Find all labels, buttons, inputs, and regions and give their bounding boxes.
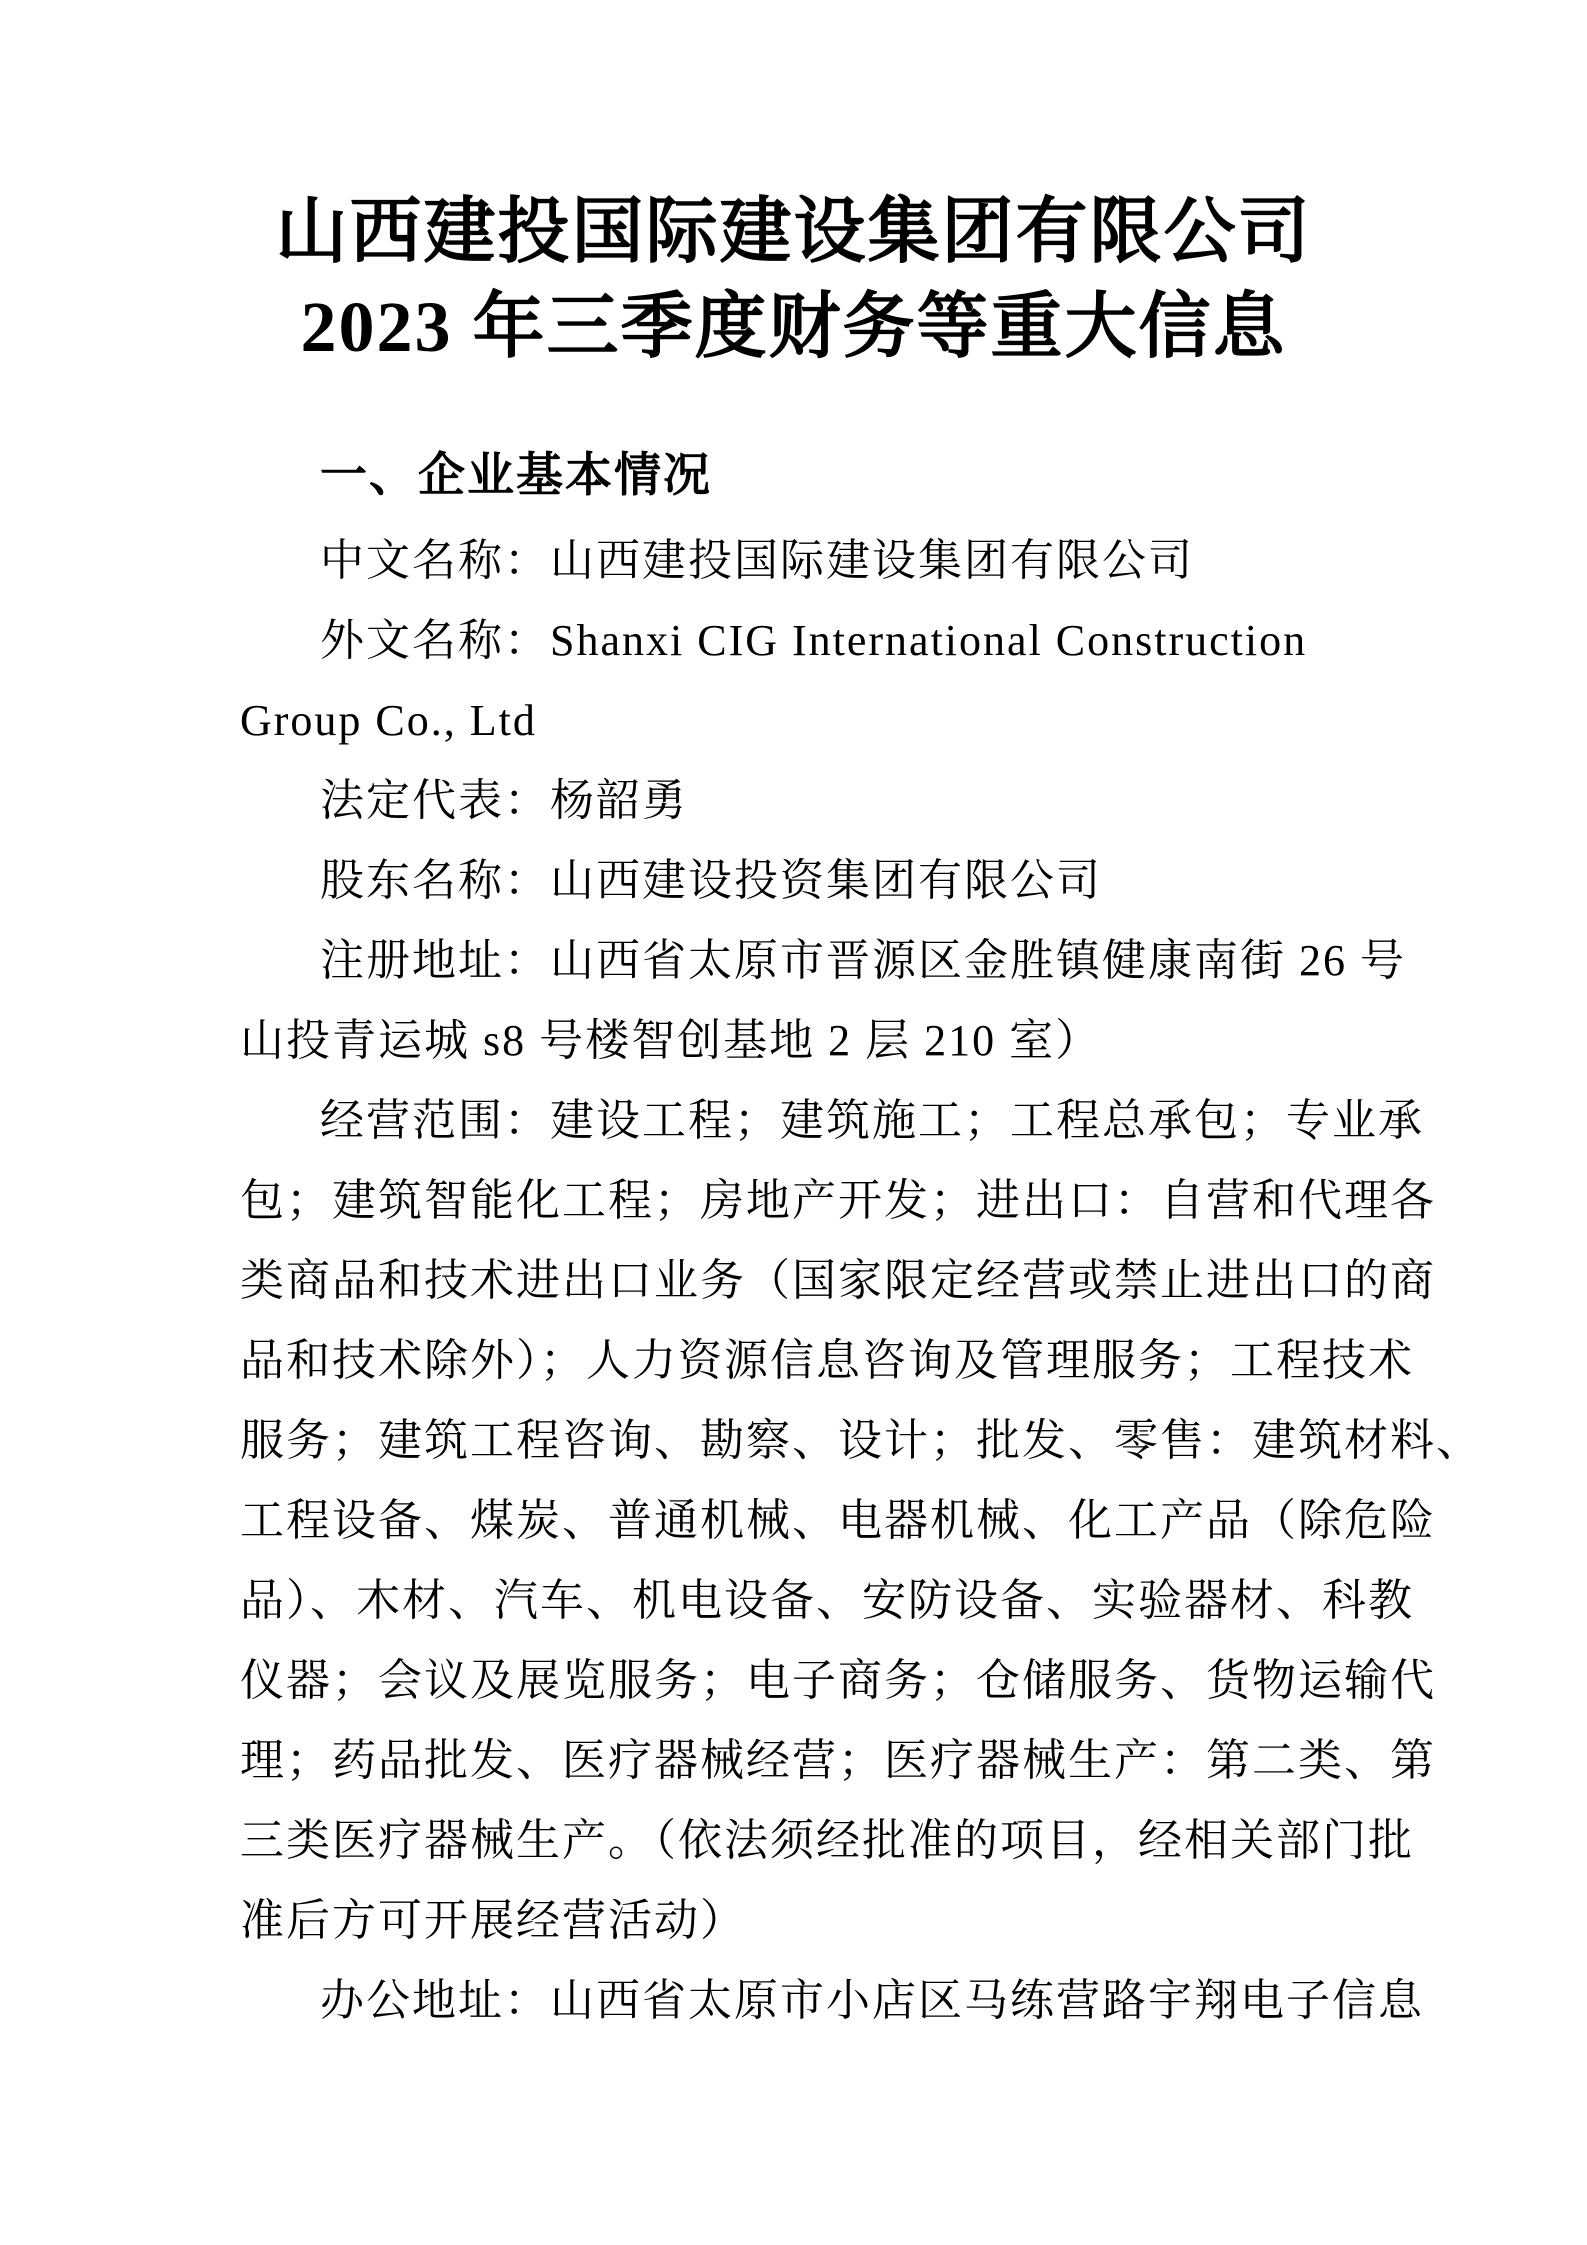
- document-line: Group Co., Ltd: [240, 696, 537, 745]
- document-line: 办公地址：山西省太原市小店区马练营路宇翔电子信息: [320, 1976, 1424, 2025]
- document-line: 经营范围：建设工程；建筑施工；工程总承包；专业承: [320, 1096, 1424, 1145]
- document-body: [0, 521, 1587, 2041]
- document-title-line-1: 山西建投国际建设集团有限公司: [275, 192, 1312, 272]
- document-line: 股东名称：山西建设投资集团有限公司: [320, 856, 1102, 905]
- document-line: 三类医疗器械生产。（依法须经批准的项目，经相关部门批: [240, 1816, 1414, 1865]
- document-line: 工程设备、煤炭、普通机械、电器机械、化工产品（除危险: [240, 1496, 1436, 1545]
- section-heading: 一、企业基本情况: [320, 448, 712, 501]
- document-line: 类商品和技术进出口业务（国家限定经营或禁止进出口的商: [240, 1256, 1436, 1305]
- document-line: 服务；建筑工程咨询、勘察、设计；批发、零售：建筑材料、: [240, 1416, 1482, 1465]
- document-title-block: [0, 0, 1587, 375]
- document-line: 外文名称：Shanxi CIG International Construction: [320, 616, 1308, 665]
- document-line: 准后方可开展经营活动）: [240, 1896, 746, 1945]
- document-line: 品）、木材、汽车、机电设备、安防设备、实验器材、科教: [240, 1576, 1414, 1625]
- document-line: 品和技术除外）；人力资源信息咨询及管理服务；工程技术: [240, 1336, 1414, 1385]
- document-line: 中文名称：山西建投国际建设集团有限公司: [320, 536, 1194, 585]
- document-line: 理；药品批发、医疗器械经营；医疗器械生产：第二类、第: [240, 1736, 1436, 1785]
- document-line: 山投青运城 s8 号楼智创基地 2 层 210 室）: [240, 1016, 1102, 1065]
- document-line: 法定代表：杨韶勇: [320, 776, 688, 825]
- document-line: 注册地址：山西省太原市晋源区金胜镇健康南街 26 号: [320, 936, 1406, 985]
- document-title-line-2: 2023 年三季度财务等重大信息: [300, 287, 1287, 367]
- document-line: 包；建筑智能化工程；房地产开发；进出口：自营和代理各: [240, 1176, 1436, 1225]
- document-line: 仪器；会议及展览服务；电子商务；仓储服务、货物运输代: [240, 1656, 1436, 1705]
